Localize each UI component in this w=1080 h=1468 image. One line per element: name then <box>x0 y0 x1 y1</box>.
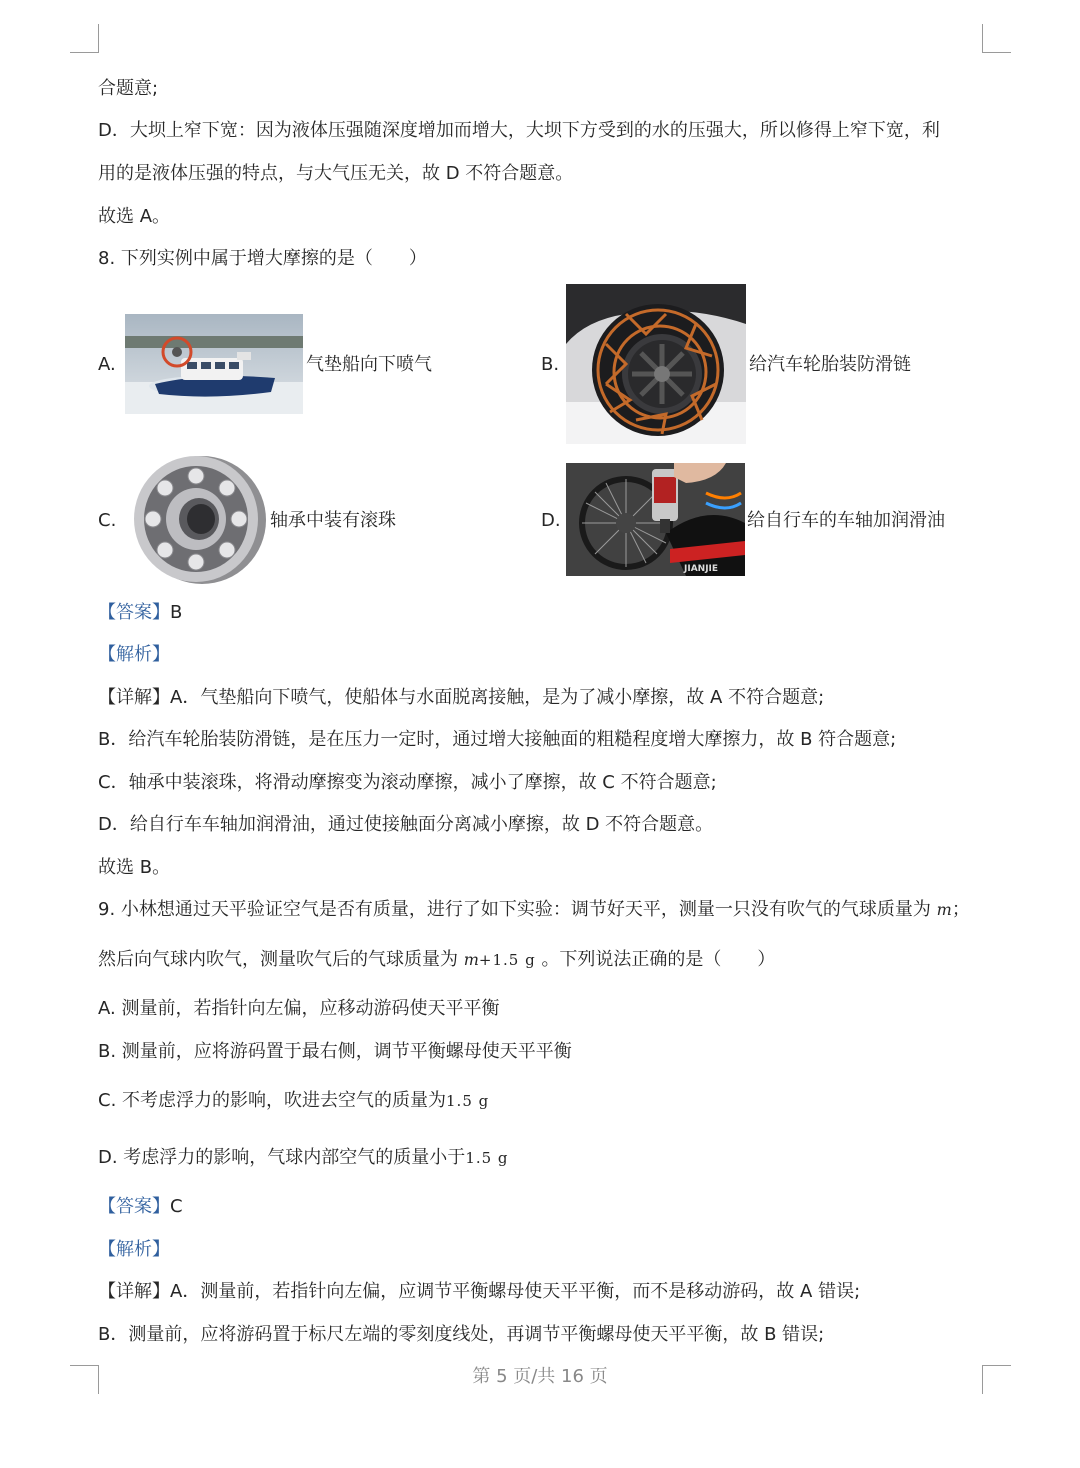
detail-tag: 【详解】 <box>98 687 170 708</box>
text-line: C．轴承中装滚珠，将滑动摩擦变为滚动摩擦，减小了摩擦，故 C 不符合题意; <box>98 772 717 793</box>
stem-punct: ； <box>951 899 970 920</box>
option-c-text: 轴承中装有滚珠 <box>270 510 396 531</box>
question-9-stem-line2 <box>98 947 775 973</box>
bicycle-lubricant-image <box>566 463 745 576</box>
option-text: C. 不考虑浮力的影响，吹进去空气的质量为 <box>98 1090 447 1111</box>
text-line: D．给自行车车轴加润滑油，通过使接触面分离减小摩擦，故 D 不符合题意。 <box>98 814 714 835</box>
option-d-letter: D. <box>541 510 561 531</box>
text-line: 故选 A。 <box>98 206 171 227</box>
ball-bearing-image <box>126 452 268 586</box>
option-a-letter: A. <box>98 354 116 375</box>
q8-analysis-tag <box>98 642 170 668</box>
text-line: D．大坝上窄下宽：因为液体压强随深度增加而增大，大坝下方受到的水的压强大，所以修得上窄下宽，利 <box>98 120 940 141</box>
page-footer: 第 5 页/共 16 页 <box>472 1366 608 1387</box>
q9-detail-line <box>98 1279 860 1305</box>
answer-value: C <box>170 1196 183 1217</box>
text-line: B．测量前，应将游码置于标尺左端的零刻度线处，再调节平衡螺母使天平平衡，故 B 错误; <box>98 1324 825 1345</box>
text-line: 合题意; <box>98 78 159 99</box>
q8-answer-line <box>98 600 182 626</box>
answer-tag: 【答案】 <box>98 602 170 623</box>
analysis-tag: 【解析】 <box>98 644 170 665</box>
analysis-tag: 【解析】 <box>98 1239 170 1260</box>
q9-analysis-tag <box>98 1237 170 1263</box>
q9-option-b: B. 测量前，应将游码置于最右侧，调节平衡螺母使天平平衡 <box>98 1041 572 1062</box>
option-b-letter: B. <box>541 354 560 375</box>
bike-brand-text: JIANJIE <box>684 564 719 574</box>
math-number: +1.5 g <box>478 951 536 969</box>
stem-text: 然后向气球内吹气，测量吹气后的气球质量为 <box>98 949 458 970</box>
text-line: 用的是液体压强的特点，与大气压无关，故 D 不符合题意。 <box>98 163 574 184</box>
q9-option-d <box>98 1145 509 1171</box>
text-line: 故选 B。 <box>98 857 171 878</box>
answer-value: B <box>170 602 183 623</box>
option-b-text: 给汽车轮胎装防滑链 <box>749 354 911 375</box>
question-9-stem-line1 <box>98 897 970 923</box>
detail-tag: 【详解】 <box>98 1281 170 1302</box>
stem-text: 9. 小林想通过天平验证空气是否有质量，进行了如下实验：调节好天平，测量一只没有吹气的气球质量为 <box>98 899 931 920</box>
stem-text: 。下列说法正确的是（ ） <box>541 949 776 970</box>
math-variable: m <box>463 950 479 969</box>
math-number: 1.5 g <box>465 1149 509 1167</box>
q9-option-a: A. 测量前，若指针向左偏，应移动游码使天平平衡 <box>98 998 500 1019</box>
text-line: B．给汽车轮胎装防滑链，是在压力一定时，通过增大接触面的粗糙程度增大摩擦力，故 B 符合题意; <box>98 729 897 750</box>
tire-snow-chain-image <box>566 284 746 444</box>
crop-mark-top-right <box>982 24 1011 53</box>
option-text: D. 考虑浮力的影响，气球内部空气的质量小于 <box>98 1147 466 1168</box>
math-variable: m <box>936 900 952 919</box>
q9-answer-line <box>98 1194 183 1220</box>
question-8-stem: 8. 下列实例中属于增大摩擦的是（ ） <box>98 248 427 269</box>
option-d-text: 给自行车的车轴加润滑油 <box>747 510 945 531</box>
detail-text: A．测量前，若指针向左偏，应调节平衡螺母使天平平衡，而不是移动游码，故 A 错误; <box>170 1281 861 1302</box>
hovercraft-image <box>125 314 303 414</box>
answer-tag: 【答案】 <box>98 1196 170 1217</box>
detail-text: A．气垫船向下喷气，使船体与水面脱离接触，是为了减小摩擦，故 A 不符合题意; <box>170 687 825 708</box>
math-number: 1.5 g <box>446 1092 490 1110</box>
option-a-text: 气垫船向下喷气 <box>306 354 432 375</box>
crop-mark-top-left <box>70 24 99 53</box>
option-c-letter: C. <box>98 510 117 531</box>
q8-detail-line <box>98 685 824 711</box>
q9-option-c <box>98 1088 489 1114</box>
